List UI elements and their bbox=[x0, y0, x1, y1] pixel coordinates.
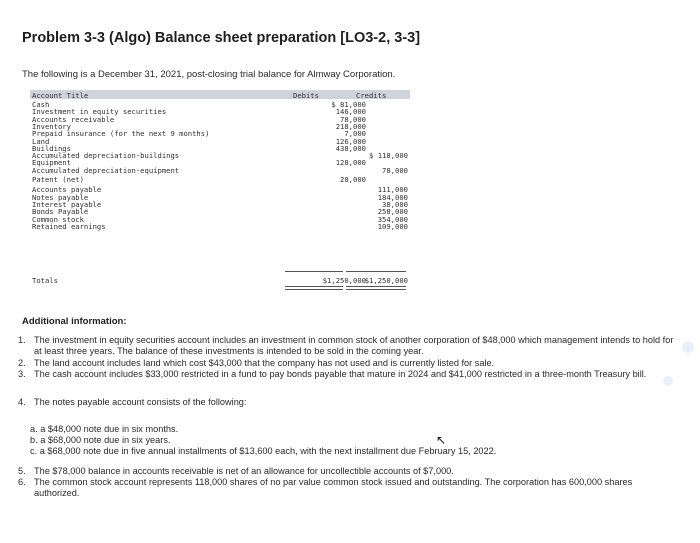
note-sub-item: b. a $68,000 note due in six years. bbox=[30, 435, 171, 445]
info-item bbox=[18, 466, 678, 477]
trial-balance-row bbox=[30, 175, 410, 183]
account-title: Prepaid insurance (for the next 9 months) bbox=[32, 129, 210, 139]
trial-balance-header bbox=[30, 90, 410, 99]
debit-amount: 438,000 bbox=[335, 143, 366, 153]
account-title: Investment in equity securities bbox=[32, 107, 167, 117]
debit-amount: 218,000 bbox=[335, 121, 366, 131]
account-title: Bonds Payable bbox=[32, 207, 89, 217]
account-title: Accounts receivable bbox=[32, 114, 115, 124]
info-item-text: The common stock account represents 118,000 shares of no par value common stock issued and outstanding. The corporation has 600,000 shares authorized. bbox=[34, 477, 633, 498]
totals-credit: $1,250,000 bbox=[364, 276, 408, 285]
credits-header: Credits bbox=[356, 91, 387, 100]
credit-amount: 38,000 bbox=[382, 199, 408, 209]
note-sub-item: a. a $48,000 note due in six months. bbox=[30, 424, 179, 434]
totals-row bbox=[30, 276, 410, 284]
debit-amount: 126,000 bbox=[335, 136, 366, 146]
debit-amount: 128,000 bbox=[335, 158, 366, 168]
credit-amount: $ 118,000 bbox=[369, 151, 408, 161]
info-item-number: 3. bbox=[18, 369, 26, 379]
debits-header: Debits bbox=[293, 91, 319, 100]
problem-title: Problem 3-3 (Algo) Balance sheet preparation [LO3-2, 3-3] bbox=[22, 30, 421, 46]
totals-debit: $1,250,000 bbox=[322, 276, 366, 285]
account-title: Notes payable bbox=[32, 192, 89, 202]
info-item bbox=[18, 335, 678, 357]
debit-amount: 7,000 bbox=[344, 129, 366, 139]
additional-information-heading: Additional information: bbox=[22, 316, 127, 327]
info-item-text: The notes payable account consists of the following: bbox=[34, 397, 247, 407]
debit-amount: 146,000 bbox=[335, 107, 366, 117]
info-item-number: 4. bbox=[18, 397, 26, 407]
credit-total-rule bbox=[346, 271, 406, 272]
info-item-number: 1. bbox=[18, 335, 26, 345]
note-sub-item: c. a $68,000 note due in five annual installments of $13,600 each, with the next installment due February 15, 2022. bbox=[30, 446, 497, 456]
credit-amount: 78,000 bbox=[382, 165, 408, 175]
debit-amount: 78,000 bbox=[340, 114, 366, 124]
info-item-text: The land account includes land which cost $43,000 that the company has not used and is currently listed for sale. bbox=[34, 358, 495, 368]
account-title: Land bbox=[32, 136, 50, 146]
credit-double-rule bbox=[346, 286, 406, 290]
info-item bbox=[18, 477, 678, 499]
info-item-number: 6. bbox=[18, 477, 26, 487]
account-title: Accumulated depreciation-equipment bbox=[32, 165, 180, 175]
info-item-number: 5. bbox=[18, 466, 26, 476]
scroll-indicator-dot bbox=[663, 376, 673, 386]
account-title: Buildings bbox=[32, 143, 71, 153]
debit-amount: 28,000 bbox=[340, 175, 366, 184]
account-title: Equipment bbox=[32, 158, 71, 168]
account-title: Inventory bbox=[32, 121, 71, 131]
account-title: Interest payable bbox=[32, 199, 102, 209]
info-item-text: The cash account includes $33,000 restricted in a fund to pay bonds payable that mature in 2024 and $41,000 restricted in a three-month Treasury bill. bbox=[34, 369, 647, 379]
trial-balance-row bbox=[30, 166, 410, 174]
credit-amount: 354,000 bbox=[377, 214, 408, 224]
info-item bbox=[18, 358, 678, 369]
credit-amount: 111,000 bbox=[377, 185, 408, 195]
info-item bbox=[18, 397, 678, 408]
account-title-header: Account Title bbox=[32, 91, 89, 100]
account-title: Accounts payable bbox=[32, 185, 102, 195]
account-title: Cash bbox=[32, 100, 50, 109]
account-title: Patent (net) bbox=[32, 175, 84, 184]
account-title: Accumulated depreciation-buildings bbox=[32, 151, 180, 161]
debit-amount: $ 81,000 bbox=[331, 100, 366, 109]
credit-amount: 109,000 bbox=[377, 221, 408, 231]
debit-total-rule bbox=[285, 271, 343, 272]
info-item-text: The investment in equity securities account includes an investment in common stock of another corporation of $48,000 which management intends to hold for at least three years. The balance of these investments is intended to be sold in the coming year. bbox=[34, 335, 674, 356]
info-item bbox=[18, 369, 678, 380]
info-item-text: The $78,000 balance in accounts receivable is net of an allowance for uncollectible accounts of $7,000. bbox=[34, 466, 454, 476]
info-item-number: 2. bbox=[18, 358, 26, 368]
mouse-cursor-icon: ↖ bbox=[436, 433, 447, 447]
totals-label: Totals bbox=[32, 276, 58, 285]
intro-text: The following is a December 31, 2021, post-closing trial balance for Almway Corporation. bbox=[22, 69, 396, 80]
account-title: Retained earnings bbox=[32, 221, 106, 231]
trial-balance-row bbox=[30, 222, 410, 230]
credit-amount: 184,000 bbox=[377, 192, 408, 202]
scroll-indicator-dot bbox=[682, 341, 694, 353]
credit-amount: 258,000 bbox=[377, 207, 408, 217]
account-title: Common stock bbox=[32, 214, 84, 224]
debit-double-rule bbox=[285, 286, 343, 290]
